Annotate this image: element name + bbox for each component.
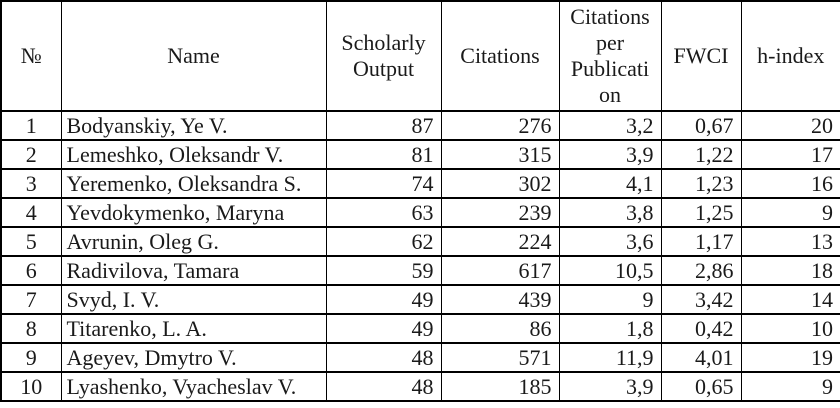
cell-scholarly_output: 48 xyxy=(326,372,441,401)
table-row xyxy=(1,343,840,372)
cell-citations: 617 xyxy=(441,256,559,285)
cell-name: Svyd, I. V. xyxy=(61,285,326,314)
cell-citations: 571 xyxy=(441,343,559,372)
cell-num: 6 xyxy=(1,256,61,285)
cell-h_index: 17 xyxy=(741,140,840,169)
cell-h_index: 16 xyxy=(741,169,840,198)
cell-scholarly_output: 81 xyxy=(326,140,441,169)
cell-citations_per_publication: 1,8 xyxy=(559,314,661,343)
cell-citations_per_publication: 3,6 xyxy=(559,227,661,256)
table-row xyxy=(1,169,840,198)
cell-num: 7 xyxy=(1,285,61,314)
cell-name: Avrunin, Oleg G. xyxy=(61,227,326,256)
cell-citations_per_publication: 11,9 xyxy=(559,343,661,372)
cell-scholarly_output: 62 xyxy=(326,227,441,256)
cell-scholarly_output: 63 xyxy=(326,198,441,227)
cell-fwci: 1,17 xyxy=(661,227,741,256)
cell-h_index: 14 xyxy=(741,285,840,314)
cell-num: 3 xyxy=(1,169,61,198)
cell-h_index: 10 xyxy=(741,314,840,343)
table-row xyxy=(1,372,840,401)
cell-citations: 315 xyxy=(441,140,559,169)
cell-fwci: 0,65 xyxy=(661,372,741,401)
cell-num: 8 xyxy=(1,314,61,343)
cell-num: 1 xyxy=(1,111,61,140)
cell-fwci: 1,22 xyxy=(661,140,741,169)
cell-name: Yevdokymenko, Maryna xyxy=(61,198,326,227)
cell-fwci: 1,25 xyxy=(661,198,741,227)
cell-citations: 224 xyxy=(441,227,559,256)
header-row xyxy=(1,1,840,111)
cell-citations_per_publication: 3,8 xyxy=(559,198,661,227)
cell-citations: 239 xyxy=(441,198,559,227)
cell-citations: 439 xyxy=(441,285,559,314)
cell-num: 2 xyxy=(1,140,61,169)
cell-num: 10 xyxy=(1,372,61,401)
cell-citations: 185 xyxy=(441,372,559,401)
cell-fwci: 0,42 xyxy=(661,314,741,343)
cell-h_index: 9 xyxy=(741,198,840,227)
column-header-citations-per-publication: Citations per Publication xyxy=(559,1,661,111)
cell-name: Lyashenko, Vyacheslav V. xyxy=(61,372,326,401)
cell-scholarly_output: 49 xyxy=(326,285,441,314)
cell-h_index: 18 xyxy=(741,256,840,285)
table-row xyxy=(1,256,840,285)
column-header-fwci: FWCI xyxy=(661,1,741,111)
cell-citations_per_publication: 3,9 xyxy=(559,140,661,169)
cell-h_index: 9 xyxy=(741,372,840,401)
cell-fwci: 0,67 xyxy=(661,111,741,140)
cell-citations_per_publication: 4,1 xyxy=(559,169,661,198)
cell-scholarly_output: 59 xyxy=(326,256,441,285)
table-row xyxy=(1,198,840,227)
table-row xyxy=(1,227,840,256)
table-row xyxy=(1,285,840,314)
table-row xyxy=(1,111,840,140)
table-row xyxy=(1,140,840,169)
cell-num: 9 xyxy=(1,343,61,372)
table-row xyxy=(1,314,840,343)
cell-h_index: 20 xyxy=(741,111,840,140)
cell-num: 5 xyxy=(1,227,61,256)
column-header-h-index: h-index xyxy=(741,1,840,111)
cell-citations_per_publication: 10,5 xyxy=(559,256,661,285)
table-body xyxy=(1,111,840,401)
cell-fwci: 3,42 xyxy=(661,285,741,314)
column-header-citations: Citations xyxy=(441,1,559,111)
cell-name: Titarenko, L. A. xyxy=(61,314,326,343)
column-header-num: № xyxy=(1,1,61,111)
column-header-name: Name xyxy=(61,1,326,111)
cell-name: Yeremenko, Oleksandra S. xyxy=(61,169,326,198)
cell-name: Bodyanskiy, Ye V. xyxy=(61,111,326,140)
cell-citations: 302 xyxy=(441,169,559,198)
cell-fwci: 1,23 xyxy=(661,169,741,198)
cell-citations: 86 xyxy=(441,314,559,343)
cell-name: Lemeshko, Oleksandr V. xyxy=(61,140,326,169)
cell-fwci: 4,01 xyxy=(661,343,741,372)
cell-citations_per_publication: 3,9 xyxy=(559,372,661,401)
cell-h_index: 13 xyxy=(741,227,840,256)
cell-scholarly_output: 49 xyxy=(326,314,441,343)
cell-scholarly_output: 48 xyxy=(326,343,441,372)
cell-scholarly_output: 74 xyxy=(326,169,441,198)
column-header-scholarly-output: Scholarly Output xyxy=(326,1,441,111)
cell-scholarly_output: 87 xyxy=(326,111,441,140)
cell-citations_per_publication: 9 xyxy=(559,285,661,314)
table-header xyxy=(1,1,840,111)
cell-fwci: 2,86 xyxy=(661,256,741,285)
cell-citations_per_publication: 3,2 xyxy=(559,111,661,140)
cell-name: Ageyev, Dmytro V. xyxy=(61,343,326,372)
cell-name: Radivilova, Tamara xyxy=(61,256,326,285)
cell-citations: 276 xyxy=(441,111,559,140)
cell-h_index: 19 xyxy=(741,343,840,372)
cell-num: 4 xyxy=(1,198,61,227)
